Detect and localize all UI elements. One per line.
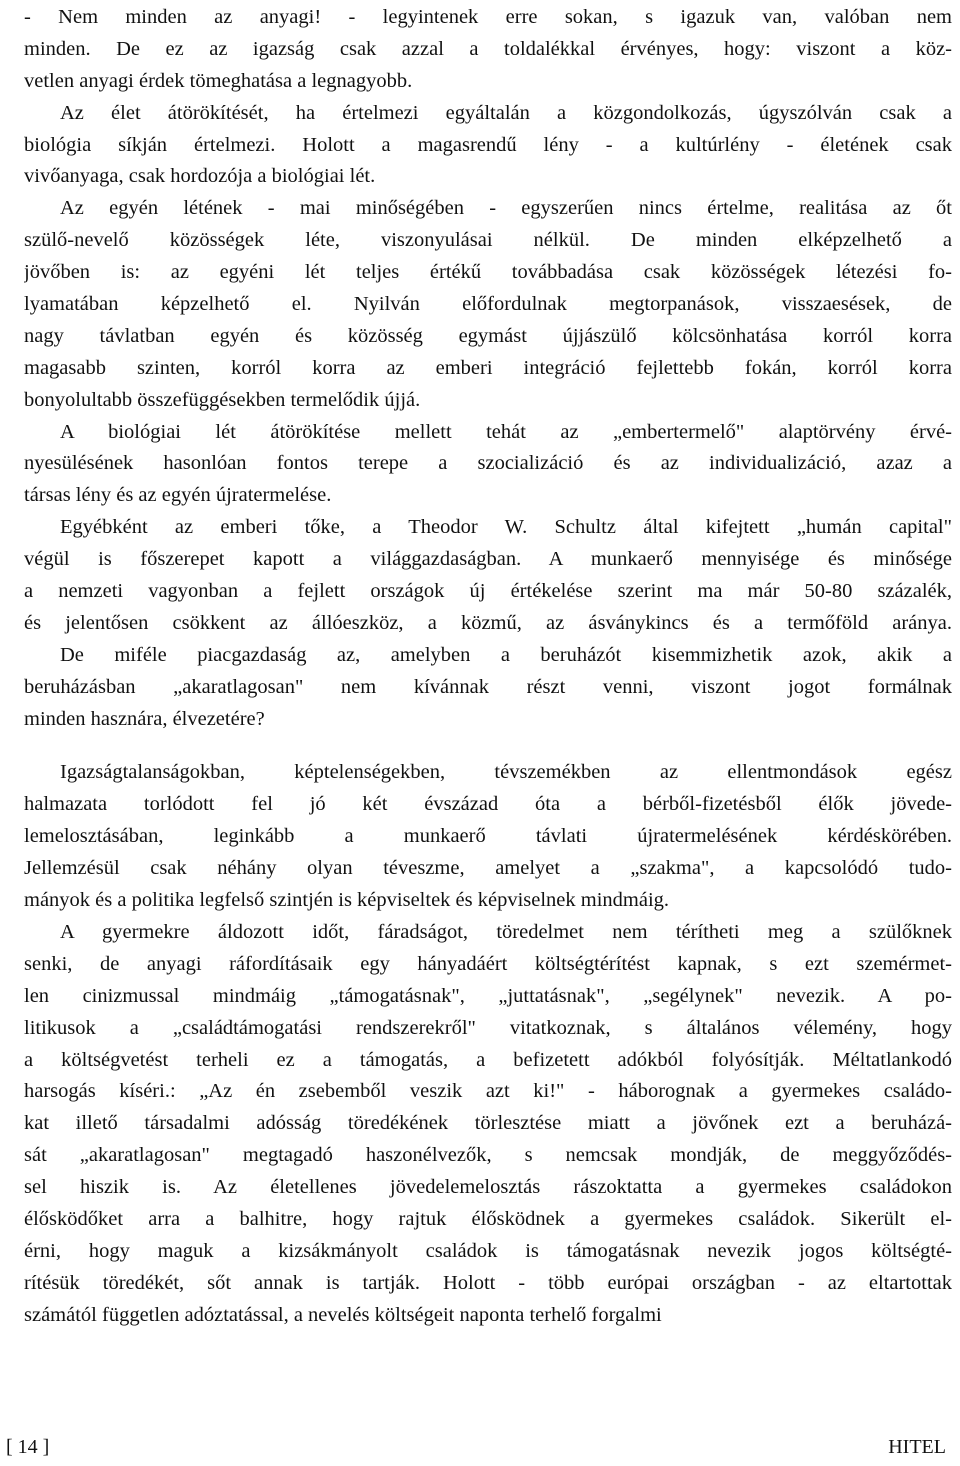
text-line: lyamatában képzelhető el. Nyilván előfordulnak megtorpanások, visszaesések, de <box>24 293 952 316</box>
paragraph-4 <box>24 417 952 513</box>
page-number: [ 14 ] <box>6 1436 50 1458</box>
text-line: De miféle piacgazdaság az, amelyben a beruházót kisemmizhetik azok, akik a <box>60 643 952 666</box>
text-line: vetlen anyagi érdek tömeghatása a legnagyobb. <box>24 69 413 92</box>
page-footer <box>0 1432 960 1462</box>
text-line: sát „akaratlagosan" megtagadó haszonélvezők, s nemcsak mondják, de meggyőződés- <box>24 1144 952 1167</box>
text-line: számától független adóztatással, a nevelés költségeit naponta terhelő forgalmi <box>24 1303 662 1326</box>
text-line: Az élet átörökítését, ha értelmezi egyáltalán a közgondolkozás, úgyszólván csak a <box>60 101 952 124</box>
text-line: bonyolultabb összefüggésekben termelődik újjá. <box>24 388 421 411</box>
paragraph-6 <box>24 640 952 736</box>
text-line: sel hiszik is. Az életellenes jövedelemelosztás rászoktatta a gyermekes családokon <box>24 1176 952 1199</box>
text-line: Jellemzésül csak néhány olyan téveszme, amelyet a „szakma", a kapcsolódó tudo- <box>24 857 952 880</box>
text-line: senki, de anyagi ráfordításaik egy hányadáért költségtérítést kapnak, s ezt szemérmet- <box>24 952 952 975</box>
paragraph-2 <box>24 98 952 194</box>
paragraph-1 <box>24 2 952 98</box>
text-line: rítésük töredékét, sőt annak is tartják. Holott - több európai országban - az eltartottak <box>24 1271 952 1294</box>
text-line: a költségvetést terheli ez a támogatás, a befizetett adókból folyósítják. Méltatlankodó <box>24 1048 952 1071</box>
text-line: nagy távlatban egyén és közösség egymást újjászülő kölcsönhatása korról korra <box>24 324 952 347</box>
text-line: biológia síkján értelmezi. Holott a magasrendű lény - a kultúrlény - életének csak <box>24 133 952 156</box>
text-line: jövőben is: az egyéni lét teljes értékű továbbadása csak közösségek létezési fo- <box>24 261 952 284</box>
text-line: érni, hogy maguk a kizsákmányolt családok is támogatásnak nevezik jogos költségté- <box>24 1239 952 1262</box>
text-line: A gyermekre áldozott időt, fáradságot, töredelmet nem térítheti meg a szülőknek <box>60 920 952 943</box>
text-line: kat illető társadalmi adósság töredékének törlesztése miatt a jövőnek ezt a beruházá- <box>24 1112 952 1135</box>
text-line: élősködőket arra a balhitre, hogy rajtuk élősködnek a gyermekes családok. Sikerült el- <box>24 1207 952 1230</box>
body-text <box>24 2 952 1332</box>
text-line: - Nem minden az anyagi! - legyintenek erre sokan, s igazuk van, valóban nem <box>24 6 952 28</box>
text-line: harsogás kíséri.: „Az én zsebemből veszik azt ki!" - háborognak a gyermekes családo- <box>24 1080 952 1103</box>
text-line: beruházásban „akaratlagosan" nem kívánnak részt venni, viszont jogot formálnak <box>24 675 952 698</box>
text-line: a nemzeti vagyonban a fejlett országok új értékelése szerint ma már 50-80 százalék, <box>24 580 952 603</box>
text-line: A biológiai lét átörökítése mellett tehát az „embertermelő" alaptörvény érvé- <box>60 420 952 443</box>
paragraph-8 <box>24 917 952 1332</box>
text-line: szülő-nevelő közösségek léte, viszonyulásai nélkül. De minden elképzelhető a <box>24 229 952 252</box>
text-line: litikusok a „családtámogatási rendszerekről" vitatkoznak, s általános vélemény, hogy <box>24 1016 952 1039</box>
text-line: Igazságtalanságokban, képtelenségekben, tévszemékben az ellentmondások egész <box>60 761 952 784</box>
text-line: vivőanyaga, csak hordozója a biológiai lét. <box>24 165 376 188</box>
text-line: társas lény és az egyén újratermelése. <box>24 484 332 507</box>
text-line: magasabb szinten, korról korra az emberi integráció fejlettebb fokán, korról korra <box>24 356 952 379</box>
text-line: Az egyén létének - mai minőségében - egyszerűen nincs értelme, realitása az őt <box>60 197 952 220</box>
text-line: minden. De ez az igazság csak azzal a toldalékkal érvényes, hogy: viszont a köz- <box>24 37 952 60</box>
paragraph-5 <box>24 512 952 640</box>
text-line: mányok és a politika legfelső szintjén is képviseltek és képviselnek mindmáig. <box>24 889 670 912</box>
text-line: végül is főszerepet kapott a világgazdaságban. A munkaerő mennyisége és minősége <box>24 548 952 571</box>
text-line: halmazata torlódott fel jó két évszázad óta a bérből-fizetésből élők jövede- <box>24 793 952 816</box>
text-line: minden hasznára, élvezetére? <box>24 707 265 730</box>
paragraph-3 <box>24 193 952 416</box>
text-line: len cinizmussal mindmáig „támogatásnak", „juttatásnak", „segélynek" nevezik. A po- <box>24 984 952 1007</box>
text-line: nyesülésének hasonlóan fontos terepe a szocializáció és az individualizáció, azaz a <box>24 452 952 475</box>
journal-name: HITEL <box>888 1436 946 1458</box>
paragraph-7 <box>24 757 952 916</box>
text-line: lemelosztásában, leginkább a munkaerő távlati újratermelésének kérdéskörében. <box>24 825 952 848</box>
text-line: és jelentősen csökkent az állóeszköz, a közmű, az ásványkincs és a termőföld aránya. <box>24 611 952 634</box>
section-gap <box>24 735 952 757</box>
text-line: Egyébként az emberi tőke, a Theodor W. Schultz által kifejtett „humán capital" <box>60 516 952 539</box>
